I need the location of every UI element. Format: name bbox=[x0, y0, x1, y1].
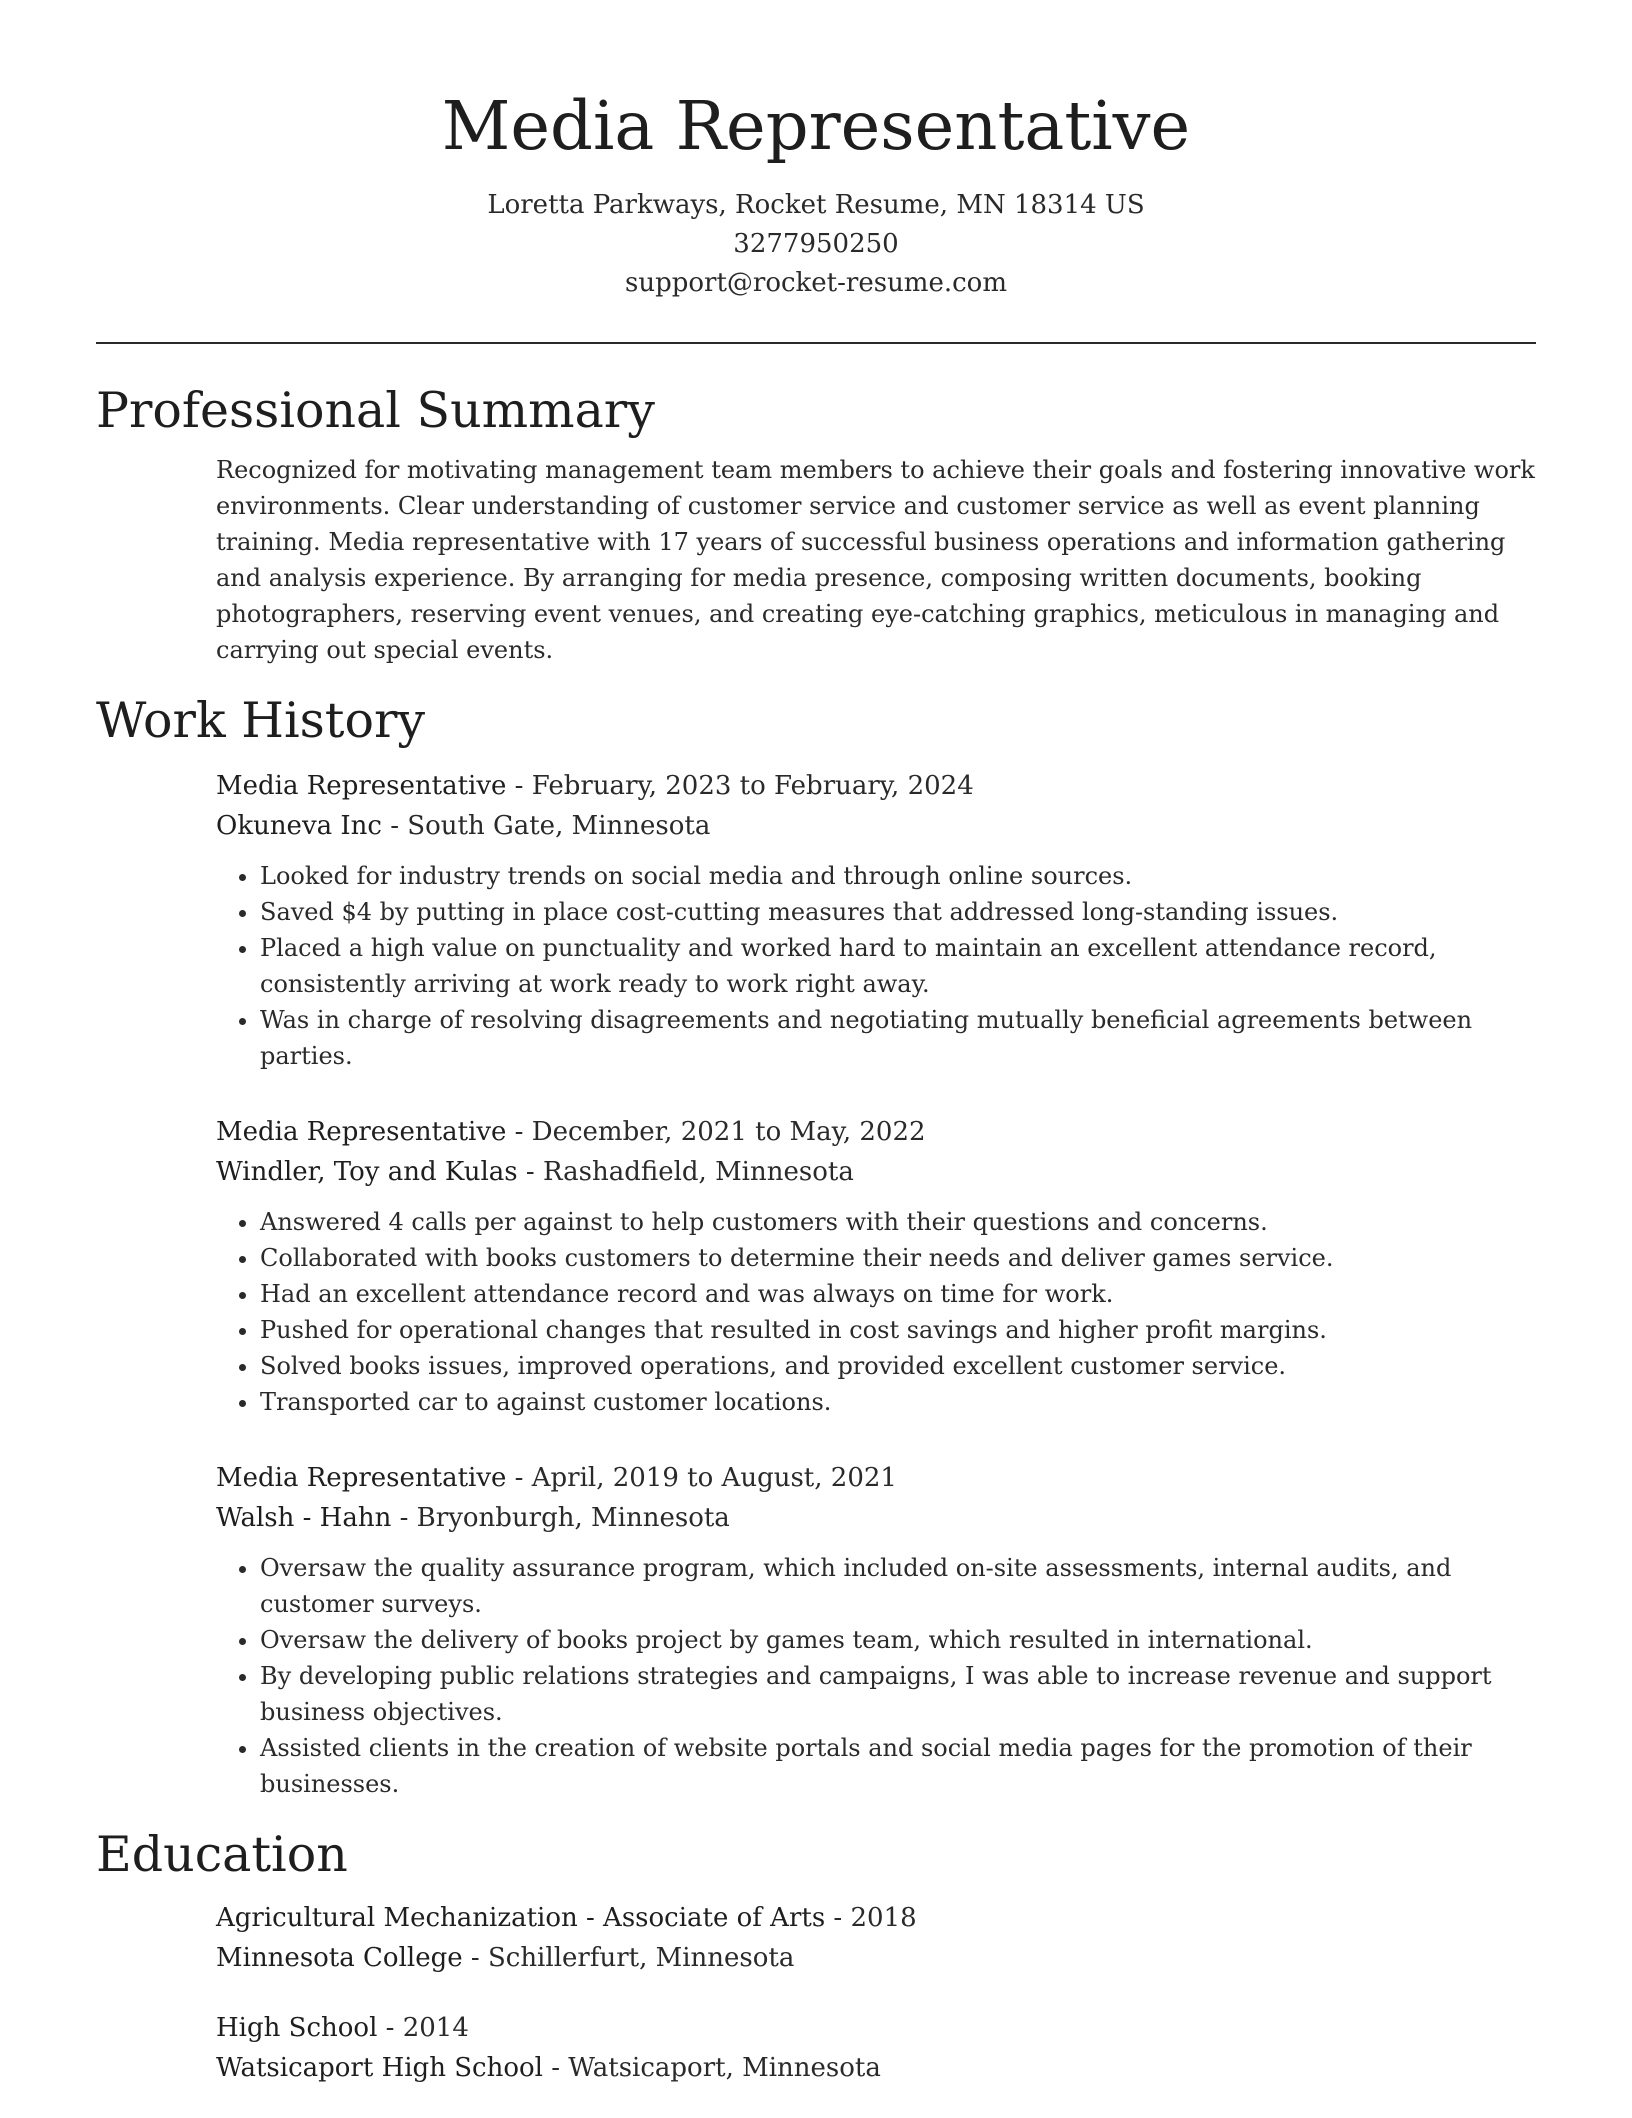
education-school-line bbox=[216, 2048, 1536, 2088]
education-degree-line bbox=[216, 1898, 1536, 1938]
candidate-name: Media Representative bbox=[441, 87, 1191, 165]
contact-email: support@rocket-resume.com bbox=[624, 268, 1007, 298]
job-bullet: • Oversaw the delivery of books project by games team, which resulted in international. bbox=[260, 1622, 1536, 1658]
job-entry bbox=[216, 1112, 1536, 1420]
job-title-line bbox=[216, 1458, 1536, 1498]
job-entry bbox=[216, 766, 1536, 1074]
job-company: Okuneva Inc bbox=[216, 811, 382, 841]
job-bullet: • Answered 4 calls per against to help customers with their questions and concerns. bbox=[260, 1204, 1536, 1240]
job-bullet: • Pushed for operational changes that resulted in cost savings and higher profit margins. bbox=[260, 1312, 1536, 1348]
contact-info bbox=[0, 186, 1632, 303]
summary-text: Recognized for motivating management team members to achieve their goals and fostering innovative work environments. Clear understanding of customer service and customer service as well as event planning training. Media representative with 17 years of successful business operations and information gathering and analysis experience. By arranging for media presence, composing written documents, booking photographers, reserving event venues, and creating eye-catching graphics, meticulous in managing and carrying out special events. bbox=[216, 456, 1535, 664]
job-bullet: • Looked for industry trends on social media and through online sources. bbox=[260, 858, 1536, 894]
job-bullet: • Placed a high value on punctuality and worked hard to maintain an excellent attendance record, consistently arriving at work ready to work right away. bbox=[260, 930, 1536, 1002]
education-section bbox=[96, 1824, 1536, 2088]
job-company-line bbox=[216, 1498, 1536, 1538]
job-location: - South Gate, Minnesota bbox=[381, 811, 711, 841]
job-bullet: • By developing public relations strategies and campaigns, I was able to increase revenue and support business objectives. bbox=[260, 1658, 1536, 1730]
job-company-line bbox=[216, 806, 1536, 846]
contact-address: Loretta Parkways, Rocket Resume, MN 18314 US bbox=[487, 190, 1145, 220]
work-history-heading: Work History bbox=[96, 692, 426, 749]
job-company-line bbox=[216, 1152, 1536, 1192]
education-entry bbox=[216, 1898, 1536, 1978]
job-bullets bbox=[216, 858, 1536, 1074]
job-bullet: • Had an excellent attendance record and was always on time for work. bbox=[260, 1276, 1536, 1312]
job-bullets bbox=[216, 1204, 1536, 1420]
job-title-line bbox=[216, 1112, 1536, 1152]
education-degree: Agricultural Mechanization - Associate of Arts bbox=[216, 1903, 826, 1933]
resume-header bbox=[0, 0, 1632, 303]
education-year: - 2014 bbox=[377, 2013, 469, 2043]
job-entry bbox=[216, 1458, 1536, 1802]
work-history-section bbox=[96, 690, 1536, 1802]
summary-section bbox=[96, 380, 1536, 668]
job-title-line bbox=[216, 766, 1536, 806]
education-school: Minnesota College bbox=[216, 1943, 463, 1973]
job-bullet: • Assisted clients in the creation of website portals and social media pages for the promotion of their businesses. bbox=[260, 1730, 1536, 1802]
education-year: - 2018 bbox=[825, 1903, 917, 1933]
education-degree: High School bbox=[216, 2013, 378, 2043]
resume-body bbox=[96, 380, 1536, 2118]
education-heading: Education bbox=[96, 1826, 348, 1883]
job-bullet: • Oversaw the quality assurance program, which included on-site assessments, internal audits, and customer surveys. bbox=[260, 1550, 1536, 1622]
job-role: Media Representative bbox=[216, 771, 507, 801]
job-role: Media Representative bbox=[216, 1463, 507, 1493]
job-bullets bbox=[216, 1550, 1536, 1802]
job-dates: - February, 2023 to February, 2024 bbox=[506, 771, 974, 801]
job-bullet: • Collaborated with books customers to determine their needs and deliver games service. bbox=[260, 1240, 1536, 1276]
job-dates: - December, 2021 to May, 2022 bbox=[506, 1117, 926, 1147]
summary-heading: Professional Summary bbox=[96, 382, 655, 439]
education-location: - Schillerfurt, Minnesota bbox=[462, 1943, 795, 1973]
job-dates: - April, 2019 to August, 2021 bbox=[506, 1463, 897, 1493]
education-degree-line bbox=[216, 2008, 1536, 2048]
education-entry bbox=[216, 2008, 1536, 2088]
header-divider bbox=[96, 342, 1536, 344]
job-bullet: • Was in charge of resolving disagreements and negotiating mutually beneficial agreements between parties. bbox=[260, 1002, 1536, 1074]
job-role: Media Representative bbox=[216, 1117, 507, 1147]
education-location: - Watsicaport, Minnesota bbox=[542, 2053, 881, 2083]
job-company: Windler, Toy and Kulas bbox=[216, 1157, 518, 1187]
job-location: - Bryonburgh, Minnesota bbox=[391, 1503, 730, 1533]
education-school-line bbox=[216, 1938, 1536, 1978]
job-bullet: • Transported car to against customer locations. bbox=[260, 1384, 1536, 1420]
contact-phone: 3277950250 bbox=[733, 229, 899, 259]
job-company: Walsh - Hahn bbox=[216, 1503, 392, 1533]
job-location: - Rashadfield, Minnesota bbox=[517, 1157, 854, 1187]
job-bullet: • Solved books issues, improved operations, and provided excellent customer service. bbox=[260, 1348, 1536, 1384]
education-school: Watsicaport High School bbox=[216, 2053, 543, 2083]
job-bullet: • Saved $4 by putting in place cost-cutting measures that addressed long-standing issues. bbox=[260, 894, 1536, 930]
